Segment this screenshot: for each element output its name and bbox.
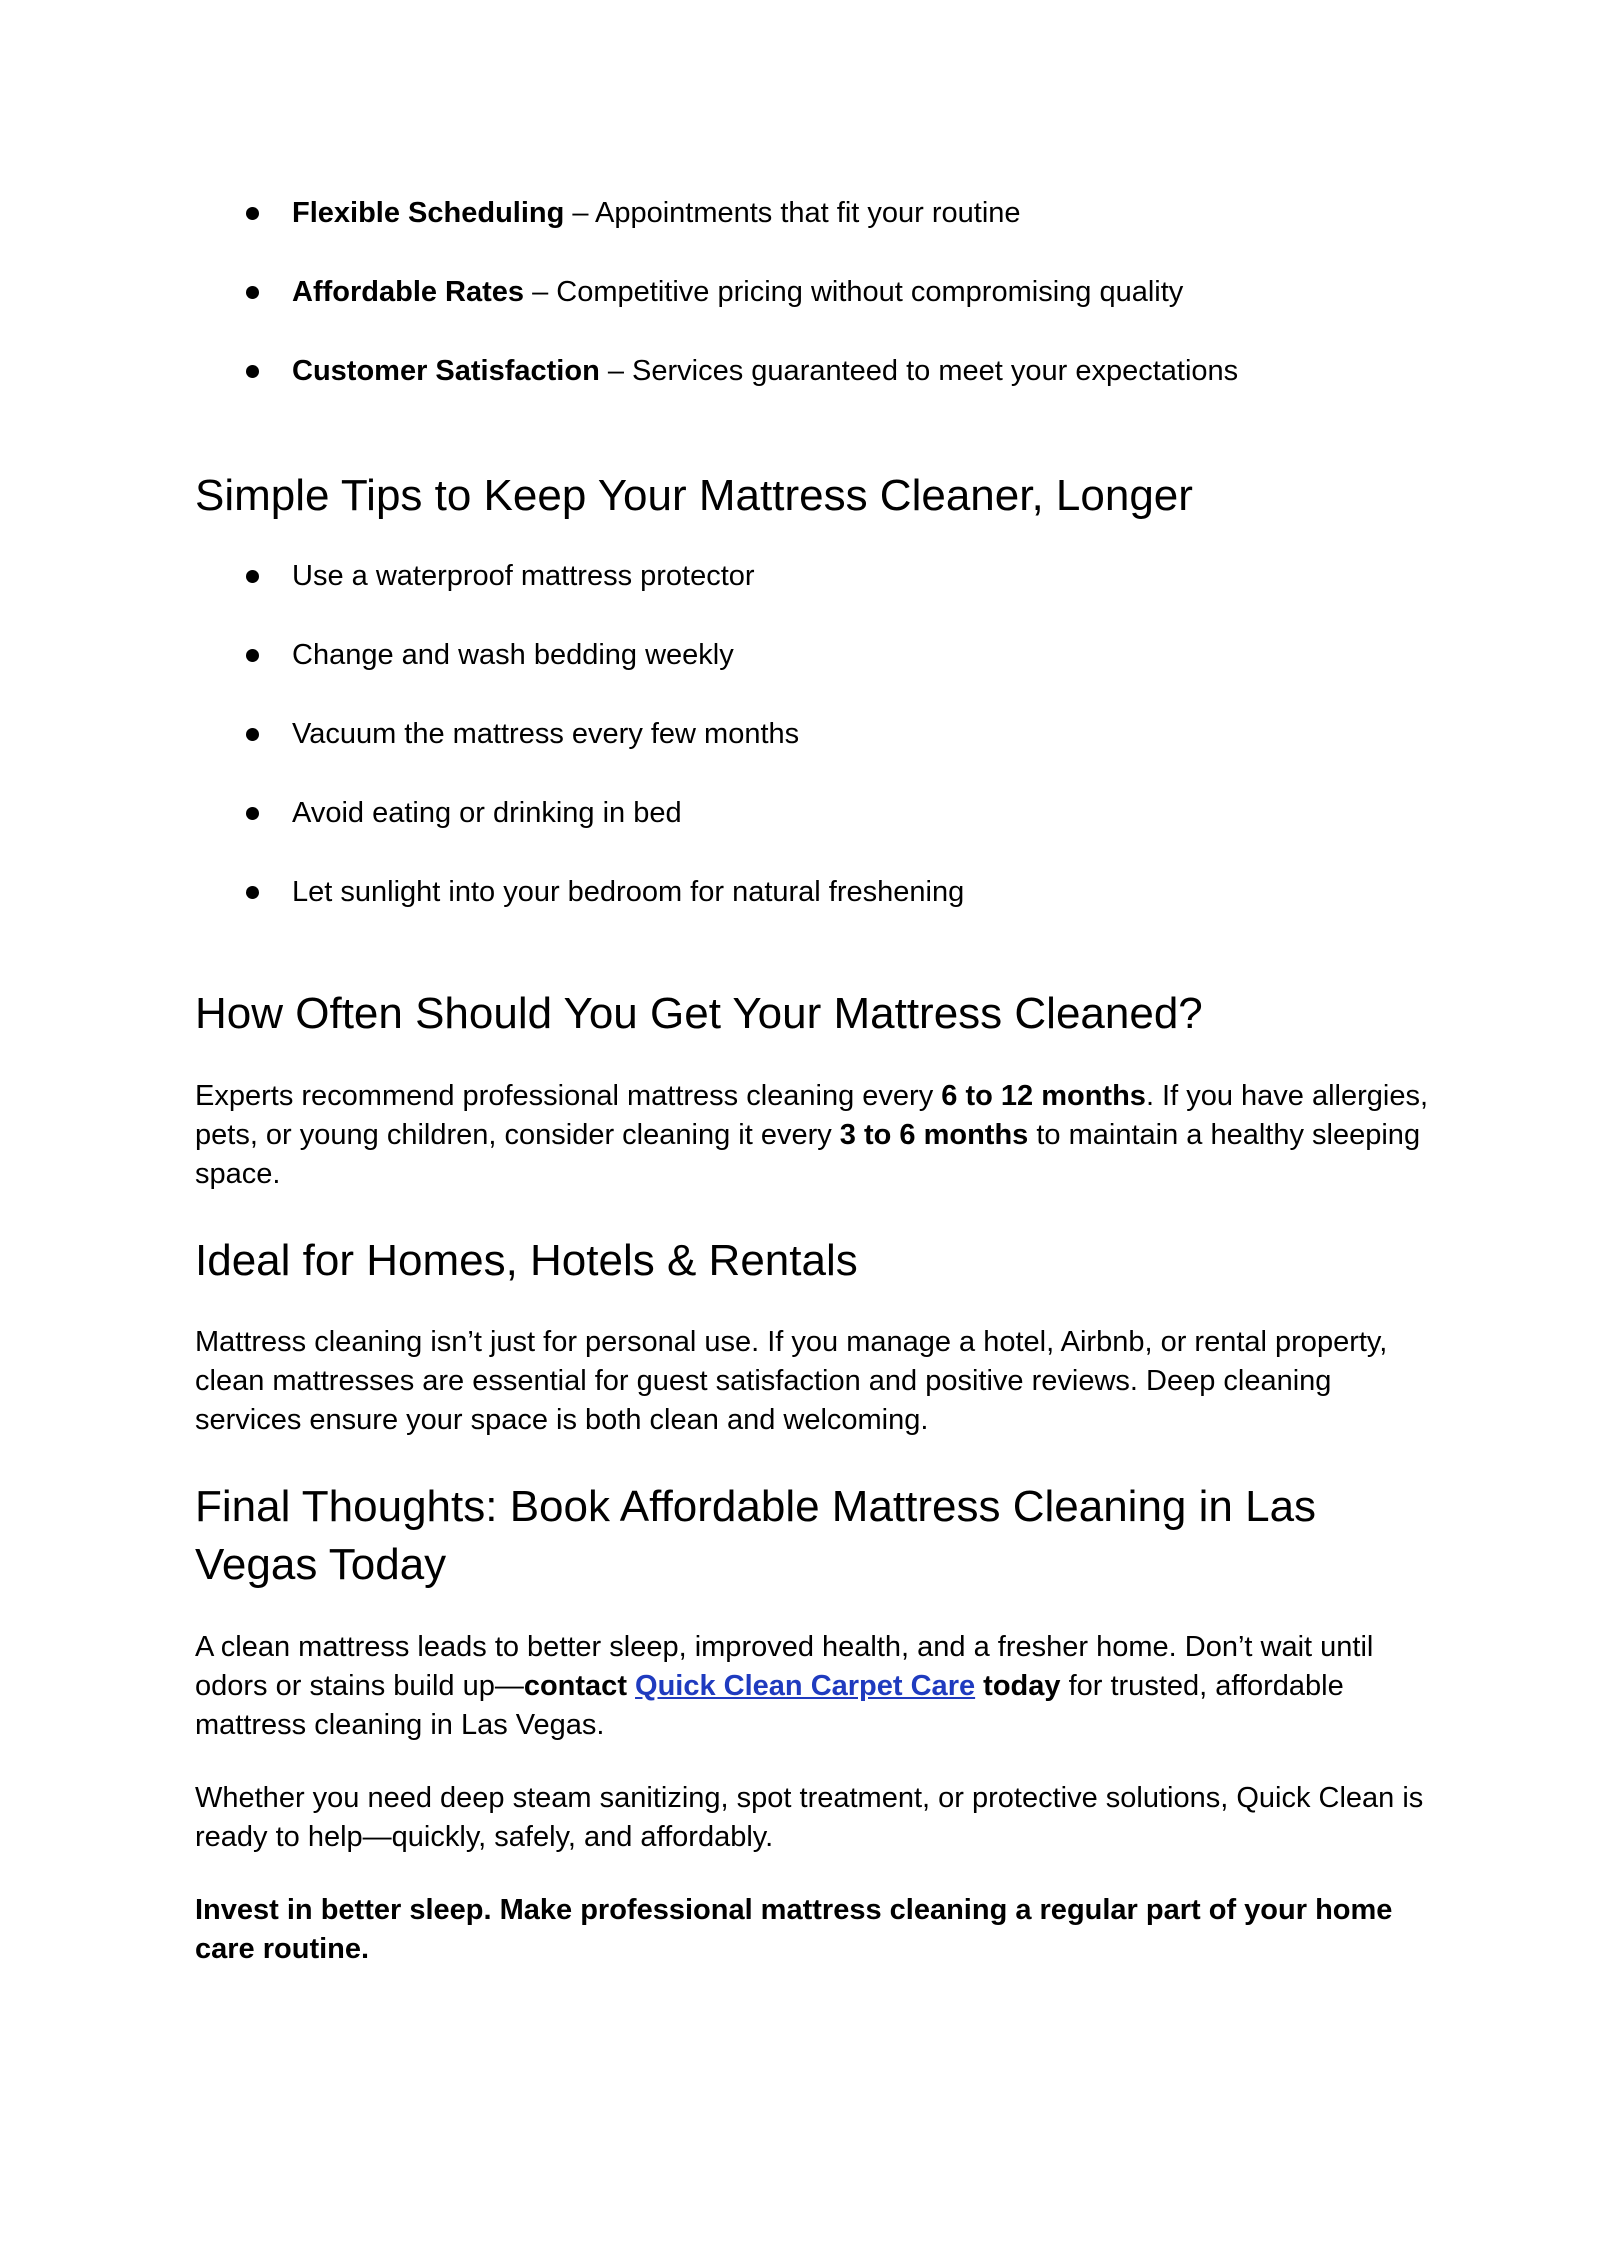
benefit-description: Services guaranteed to meet your expectations — [632, 355, 1239, 387]
separator: – — [564, 197, 595, 229]
frequency-heading: How Often Should You Get Your Mattress Cleaned? — [195, 989, 1203, 1038]
bullet-icon — [246, 207, 259, 220]
bullet-icon — [246, 365, 259, 378]
tip-text: Avoid eating or drinking in bed — [292, 797, 682, 829]
tip-text: Change and wash bedding weekly — [292, 639, 734, 671]
benefit-title: Flexible Scheduling — [292, 197, 565, 229]
bullet-icon — [246, 649, 259, 662]
frequency-paragraph: Experts recommend professional mattress cleaning every 6 to 12 months. If you have allergies, pets, or young children, consider cleaning it every 3 to 6 months to maintain a healthy sleeping space. — [195, 1080, 1429, 1190]
benefit-description: Appointments that fit your routine — [594, 197, 1021, 229]
benefit-title: Customer Satisfaction — [292, 355, 600, 387]
tip-text: Vacuum the mattress every few months — [292, 718, 800, 750]
final-heading: Final Thoughts: Book Affordable Mattress Cleaning in Las Vegas Today — [195, 1482, 1317, 1589]
tip-text: Let sunlight into your bedroom for natural freshening — [292, 876, 965, 908]
bullet-icon — [246, 886, 259, 899]
quick-clean-link[interactable]: Quick Clean Carpet Care — [635, 1670, 976, 1702]
bullet-icon — [246, 286, 259, 299]
ideal-paragraph: Mattress cleaning isn’t just for personal use. If you manage a hotel, Airbnb, or rental property, clean mattresses are essential for guest satisfaction and positive reviews. Deep cleaning services ensure your space is both clean and welcoming. — [195, 1326, 1388, 1436]
tips-heading: Simple Tips to Keep Your Mattress Cleaner, Longer — [195, 471, 1193, 520]
bullet-icon — [246, 728, 259, 741]
benefit-description: Competitive pricing without compromising quality — [556, 276, 1184, 308]
benefit-title: Affordable Rates — [292, 276, 525, 308]
separator: – — [524, 276, 557, 308]
final-paragraph-3: Invest in better sleep. Make professional mattress cleaning a regular part of your home care routine. — [195, 1894, 1393, 1965]
ideal-heading: Ideal for Homes, Hotels & Rentals — [195, 1236, 858, 1285]
tip-text: Use a waterproof mattress protector — [292, 560, 755, 592]
bullet-icon — [246, 807, 259, 820]
separator: – — [599, 355, 633, 387]
final-paragraph-2: Whether you need deep steam sanitizing, spot treatment, or protective solutions, Quick Clean is ready to help—quickly, safely, and affordably. — [195, 1782, 1424, 1853]
final-paragraph-1: A clean mattress leads to better sleep, improved health, and a fresher home. Don’t wait until odors or stains build up—contact Quick Clean Carpet Care today for trusted, affordable mattress cleaning in Las Vegas. — [195, 1631, 1374, 1741]
bullet-icon — [246, 570, 259, 583]
